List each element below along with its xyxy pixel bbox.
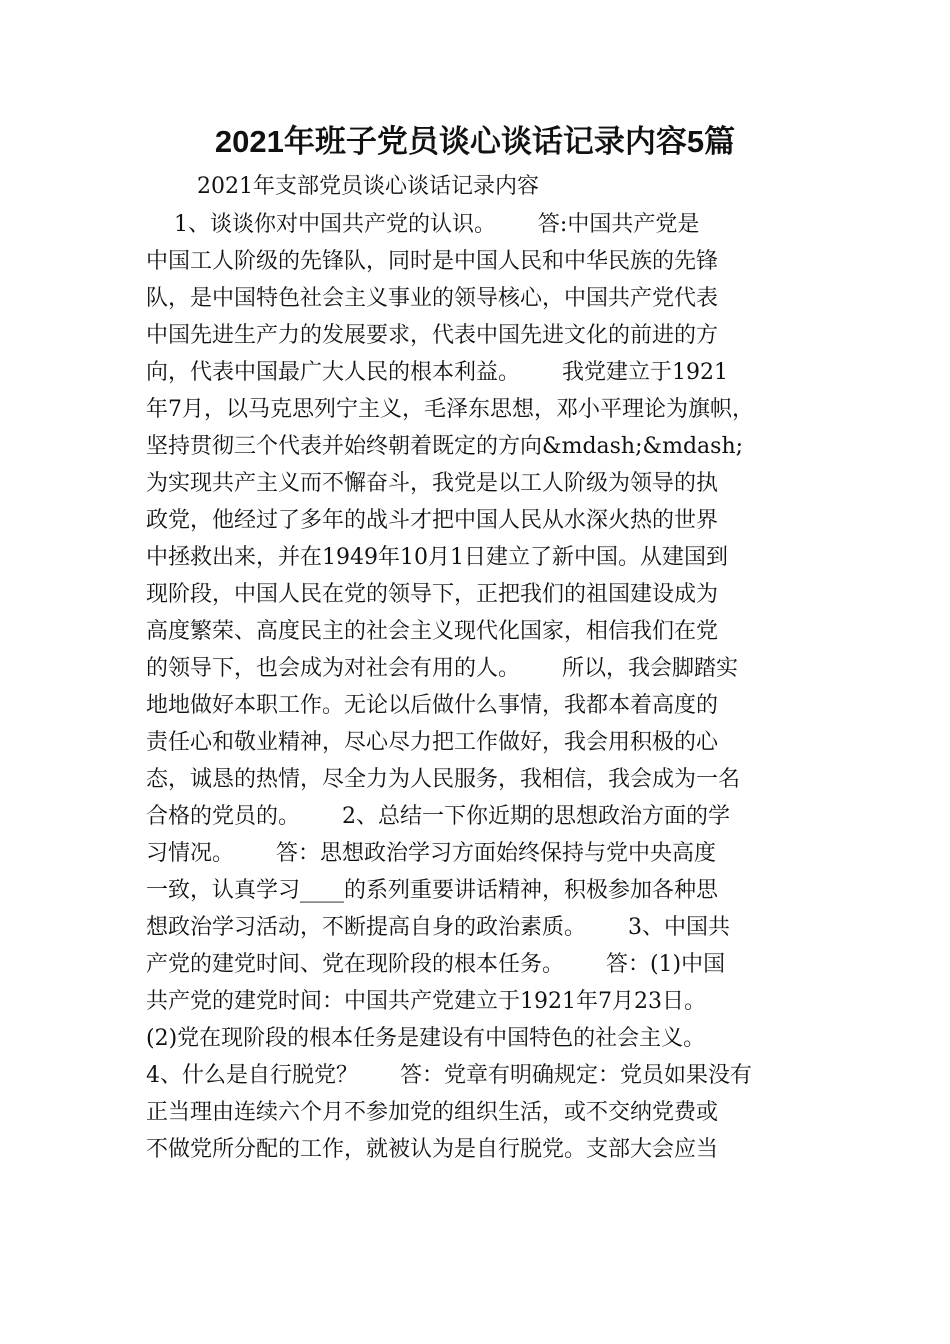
document-title: 2021年班子党员谈心谈话记录内容5篇 [214, 124, 736, 159]
body-text-line: 坚持贯彻三个代表并始终朝着既定的方向&mdash;&mdash; [146, 434, 744, 459]
body-text-line: 地地做好本职工作。无论以后做什么事情，我都本着高度的 [146, 693, 719, 718]
body-text-line: 为实现共产主义而不懈奋斗，我党是以工人阶级为领导的执 [146, 471, 719, 496]
body-text-line: 向，代表中国最广大人民的根本利益。 我党建立于1921 [146, 360, 728, 385]
body-text-line: 责任心和敬业精神，尽心尽力把工作做好，我会用积极的心 [146, 730, 719, 755]
body-text-line: 现阶段，中国人民在党的领导下，正把我们的祖国建设成为 [146, 582, 719, 607]
body-text-line: 产党的建党时间、党在现阶段的根本任务。 答：(1)中国 [146, 952, 726, 977]
body-text-line: 高度繁荣、高度民主的社会主义现代化国家，相信我们在党 [146, 619, 719, 644]
body-text-line: 共产党的建党时间：中国共产党建立于1921年7月23日。 [146, 989, 706, 1014]
body-text-line: 态，诚恳的热情，尽全力为人民服务，我相信，我会成为一名 [146, 767, 741, 792]
body-text-line: 习情况。 答：思想政治学习方面始终保持与党中央高度 [146, 841, 716, 866]
body-text-line: 一致，认真学习____的系列重要讲话精神，积极参加各种思 [146, 878, 719, 903]
document-body [146, 206, 826, 1168]
body-text-line: 中拯救出来，并在1949年10月1日建立了新中国。从建国到 [146, 545, 728, 570]
document-subtitle: 2021年支部党员谈心谈话记录内容 [197, 174, 539, 199]
body-text-line: 年7月，以马克思列宁主义，毛泽东思想，邓小平理论为旗帜， [146, 397, 754, 422]
body-text-line: 想政治学习活动，不断提高自身的政治素质。 3、中国共 [146, 915, 730, 940]
body-text-line: 队，是中国特色社会主义事业的领导核心，中国共产党代表 [146, 286, 719, 311]
body-text-line: (2)党在现阶段的根本任务是建设有中国特色的社会主义。 [146, 1026, 706, 1051]
body-text-line: 政党，他经过了多年的战斗才把中国人民从水深火热的世界 [146, 508, 719, 533]
body-text-line: 4、什么是自行脱党？ 答：党章有明确规定：党员如果没有 [146, 1063, 752, 1088]
body-text-line: 的领导下，也会成为对社会有用的人。 所以，我会脚踏实 [146, 656, 738, 681]
body-text-line: 不做党所分配的工作，就被认为是自行脱党。支部大会应当 [146, 1137, 719, 1162]
body-text-line: 中国先进生产力的发展要求，代表中国先进文化的前进的方 [146, 323, 719, 348]
body-text-line: 中国工人阶级的先锋队，同时是中国人民和中华民族的先锋 [146, 249, 719, 274]
body-text-line: 合格的党员的。 2、总结一下你近期的思想政治方面的学 [146, 804, 730, 829]
body-text-line: 正当理由连续六个月不参加党的组织生活，或不交纳党费或 [146, 1100, 719, 1125]
body-text-line: 1、谈谈你对中国共产党的认识。 答:中国共产党是 [146, 212, 700, 237]
